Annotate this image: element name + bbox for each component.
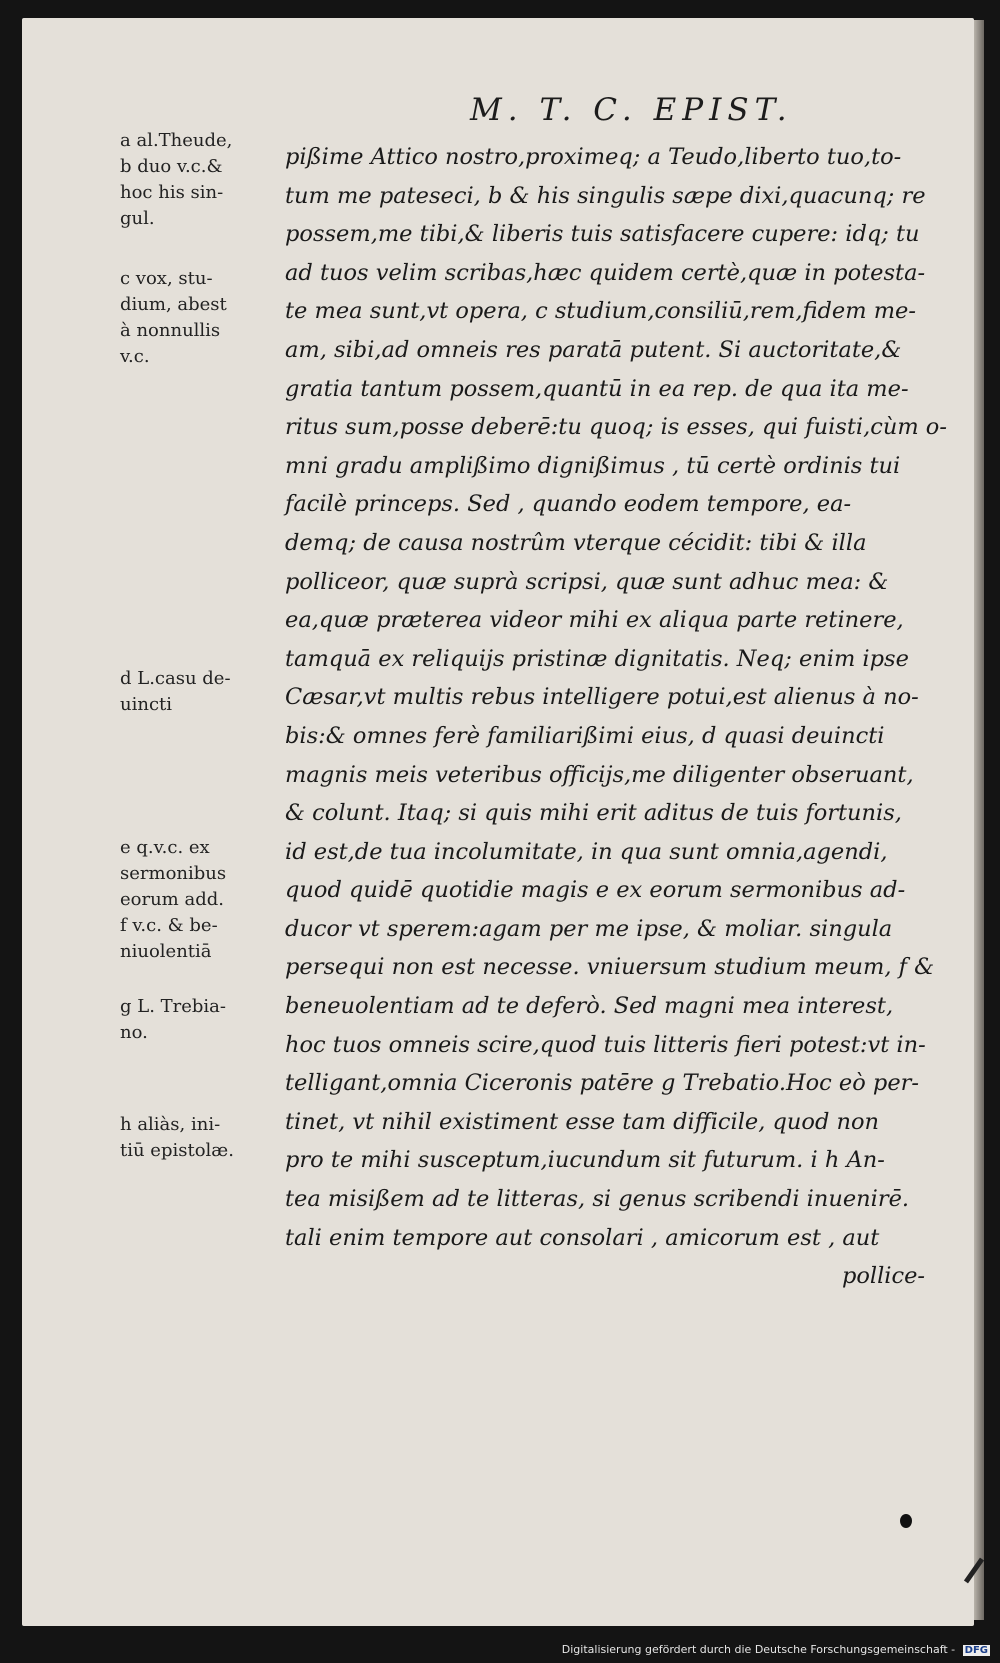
text-line: tamquā ex reliquijs pristinæ dignitatis. Neq; enim ipse <box>285 645 909 672</box>
text-line: tea misißem ad te litteras, si genus scribendi inuenirē. <box>285 1186 910 1213</box>
text-line: polliceor, quæ suprà scripsi, quæ sunt adhuc mea: & <box>285 568 889 595</box>
text-line: persequi non est necesse. vniuersum studium meum, f & <box>285 954 935 981</box>
text-line: beneuolentiam ad te deferò. Sed magni mea interest, <box>285 993 894 1020</box>
text-line: bis:& omnes ferè familiarißimi eius, d quasi deuincti <box>285 722 885 749</box>
text-line: tali enim tempore aut consolari , amicorum est , aut <box>285 1224 880 1251</box>
margin-note: e q.v.c. ex sermonibus eorum add. f v.c. & be- niuolentiā <box>120 837 227 962</box>
text-line: Cæsar,vt multis rebus intelligere potui,est alienus à no- <box>285 684 919 711</box>
text-line: ducor vt sperem:agam per me ipse, & moliar. singula <box>285 915 893 942</box>
text-line: te mea sunt,vt opera, c studium,consiliū,rem,fidem me- <box>285 298 916 325</box>
margin-note: a al.Theude, b duo v.c.& hoc his sin- gul. <box>120 130 233 229</box>
text-line: demq; de causa nostrûm vterque cécidit: tibi & illa <box>285 529 867 556</box>
text-line: telligant,omnia Ciceronis patēre g Trebatio.Hoc eò per- <box>285 1070 919 1097</box>
text-line: ritus sum,posse deberē:tu quoq; is esses, qui fuisti,cùm o- <box>285 414 947 441</box>
catchword: pollice- <box>841 1263 925 1290</box>
text-line: gratia tantum possem,quantū in ea rep. de qua ita me- <box>285 375 909 402</box>
main-text-block <box>285 138 975 1296</box>
text-line: id est,de tua incolumitate, in qua sunt omnia,agendi, <box>285 838 888 865</box>
text-line: am, sibi,ad omneis res paratā putent. Si auctoritate,& <box>285 336 902 363</box>
ink-dot <box>900 1514 912 1528</box>
margin-note: h aliàs, ini- tiū epistolæ. <box>120 1114 234 1161</box>
text-line: tum me pateseci, b & his singulis sæpe dixi,quacunq; re <box>285 182 926 209</box>
margin-note: g L. Trebia- no. <box>120 996 226 1043</box>
text-line: & colunt. Itaq; si quis mihi erit aditus de tuis fortunis, <box>285 800 902 827</box>
text-line: mni gradu amplißimo dignißimus , tū certè ordinis tui <box>285 452 901 479</box>
digitization-footer <box>562 1643 990 1656</box>
text-line: quod quidē quotidie magis e ex eorum sermonibus ad- <box>285 877 906 904</box>
page-edge <box>974 20 984 1620</box>
text-line: possem,me tibi,& liberis tuis satisfacere cupere: idq; tu <box>285 221 920 248</box>
margin-note: c vox, stu- dium, abest à nonnullis v.c. <box>120 268 227 367</box>
text-line: magnis meis veteribus officijs,me diligenter obseruant, <box>285 761 914 788</box>
text-line: ea,quæ præterea videor mihi ex aliqua parte retinere, <box>285 607 904 634</box>
text-line: pißime Attico nostro,proximeq; a Teudo,liberto tuo,to- <box>285 144 902 170</box>
margin-note: d L.casu de- uincti <box>120 668 231 715</box>
text-line: tinet, vt nihil existiment esse tam difficile, quod non <box>285 1108 880 1135</box>
text-line: hoc tuos omneis scire,quod tuis litteris fieri potest:vt in- <box>285 1031 926 1058</box>
running-head: M. T. C. EPIST. <box>470 92 793 128</box>
text-line: pro te mihi susceptum,iucundum sit futurum. i h An- <box>285 1147 885 1174</box>
text-line: facilè princeps. Sed , quando eodem tempore, ea- <box>285 491 852 518</box>
dfg-logo: DFG <box>964 1645 988 1656</box>
text-line: ad tuos velim scribas,hæc quidem certè,quæ in potesta- <box>285 259 926 286</box>
footer-text: Digitalisierung gefördert durch die Deutsche Forschungsgemeinschaft - <box>561 1643 956 1656</box>
